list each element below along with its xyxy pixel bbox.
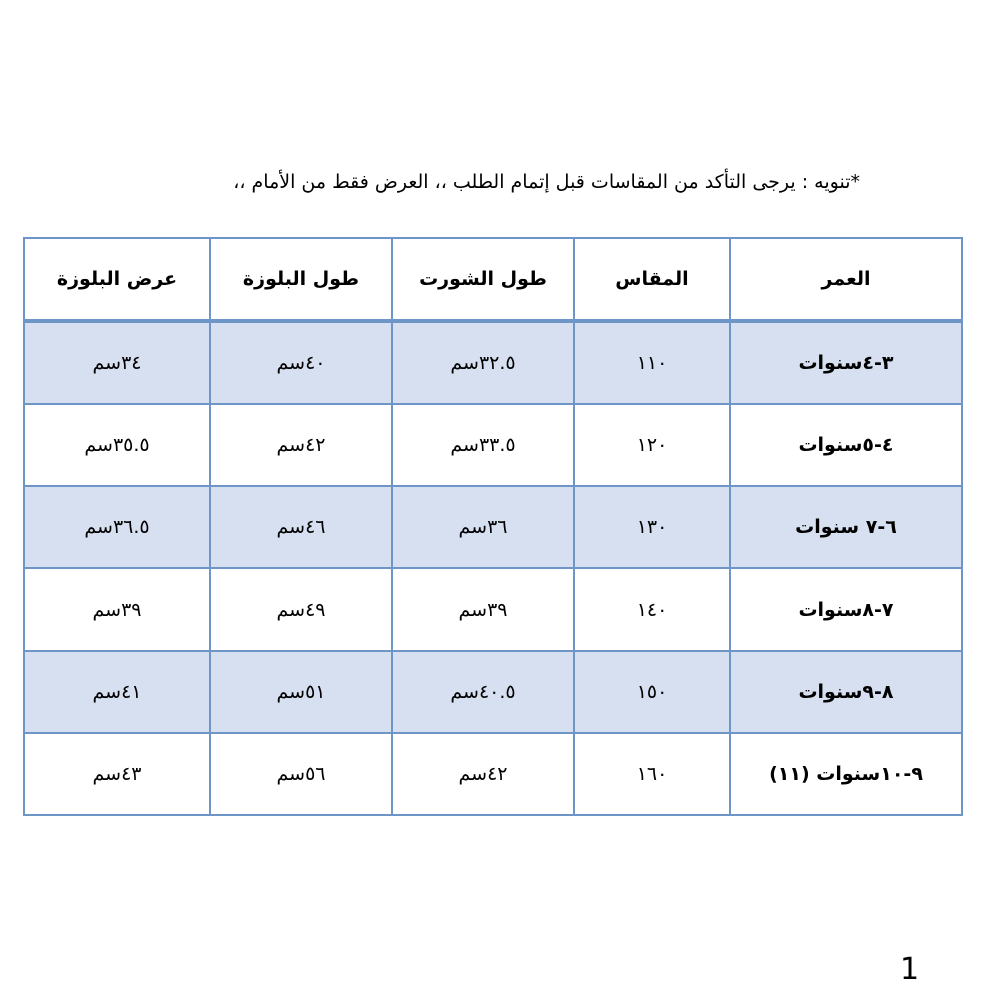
- age-cell: ٨-٩سنوات: [730, 651, 962, 733]
- table-row: [24, 321, 962, 404]
- table-row: [24, 404, 962, 486]
- blouse-width-cell: ٤١سم: [24, 651, 210, 733]
- blouse-length-cell: ٤٠سم: [210, 321, 392, 404]
- blouse-length-cell: ٥٦سم: [210, 733, 392, 815]
- table-row: [24, 651, 962, 733]
- blouse-width-cell: ٣٩سم: [24, 568, 210, 650]
- blouse-length-cell: ٥١سم: [210, 651, 392, 733]
- table-header-row: [24, 238, 962, 321]
- size-cell: ١٦٠: [574, 733, 730, 815]
- blouse-length-cell: ٤٢سم: [210, 404, 392, 486]
- blouse-length-cell: ٤٩سم: [210, 568, 392, 650]
- header-age: العمر: [730, 238, 962, 321]
- age-cell: ٤-٥سنوات: [730, 404, 962, 486]
- age-cell: ٦-٧ سنوات: [730, 486, 962, 568]
- header-shorts-length: طول الشورت: [392, 238, 574, 321]
- shorts-length-cell: ٤٠.٥سم: [392, 651, 574, 733]
- shorts-length-cell: ٣٣.٥سم: [392, 404, 574, 486]
- table-row: [24, 486, 962, 568]
- blouse-width-cell: ٣٤سم: [24, 321, 210, 404]
- blouse-width-cell: ٤٣سم: [24, 733, 210, 815]
- size-cell: ١٢٠: [574, 404, 730, 486]
- blouse-length-cell: ٤٦سم: [210, 486, 392, 568]
- blouse-width-cell: ٣٦.٥سم: [24, 486, 210, 568]
- blouse-width-cell: ٣٥.٥سم: [24, 404, 210, 486]
- size-chart-table: [23, 237, 963, 816]
- size-cell: ١٤٠: [574, 568, 730, 650]
- measurement-note: *تنويه : يرجى التأكد من المقاسات قبل إتمام الطلب ،، العرض فقط من الأمام ،،: [233, 171, 860, 193]
- page-number: 1: [900, 952, 920, 987]
- size-cell: ١١٠: [574, 321, 730, 404]
- age-cell: ٧-٨سنوات: [730, 568, 962, 650]
- shorts-length-cell: ٣٢.٥سم: [392, 321, 574, 404]
- shorts-length-cell: ٤٢سم: [392, 733, 574, 815]
- shorts-length-cell: ٣٦سم: [392, 486, 574, 568]
- header-size: المقاس: [574, 238, 730, 321]
- age-cell: ٩-١٠سنوات (١١): [730, 733, 962, 815]
- shorts-length-cell: ٣٩سم: [392, 568, 574, 650]
- size-cell: ١٣٠: [574, 486, 730, 568]
- age-cell: ٣-٤سنوات: [730, 321, 962, 404]
- table-row: [24, 733, 962, 815]
- table-row: [24, 568, 962, 650]
- header-blouse-length: طول البلوزة: [210, 238, 392, 321]
- header-blouse-width: عرض البلوزة: [24, 238, 210, 321]
- size-cell: ١٥٠: [574, 651, 730, 733]
